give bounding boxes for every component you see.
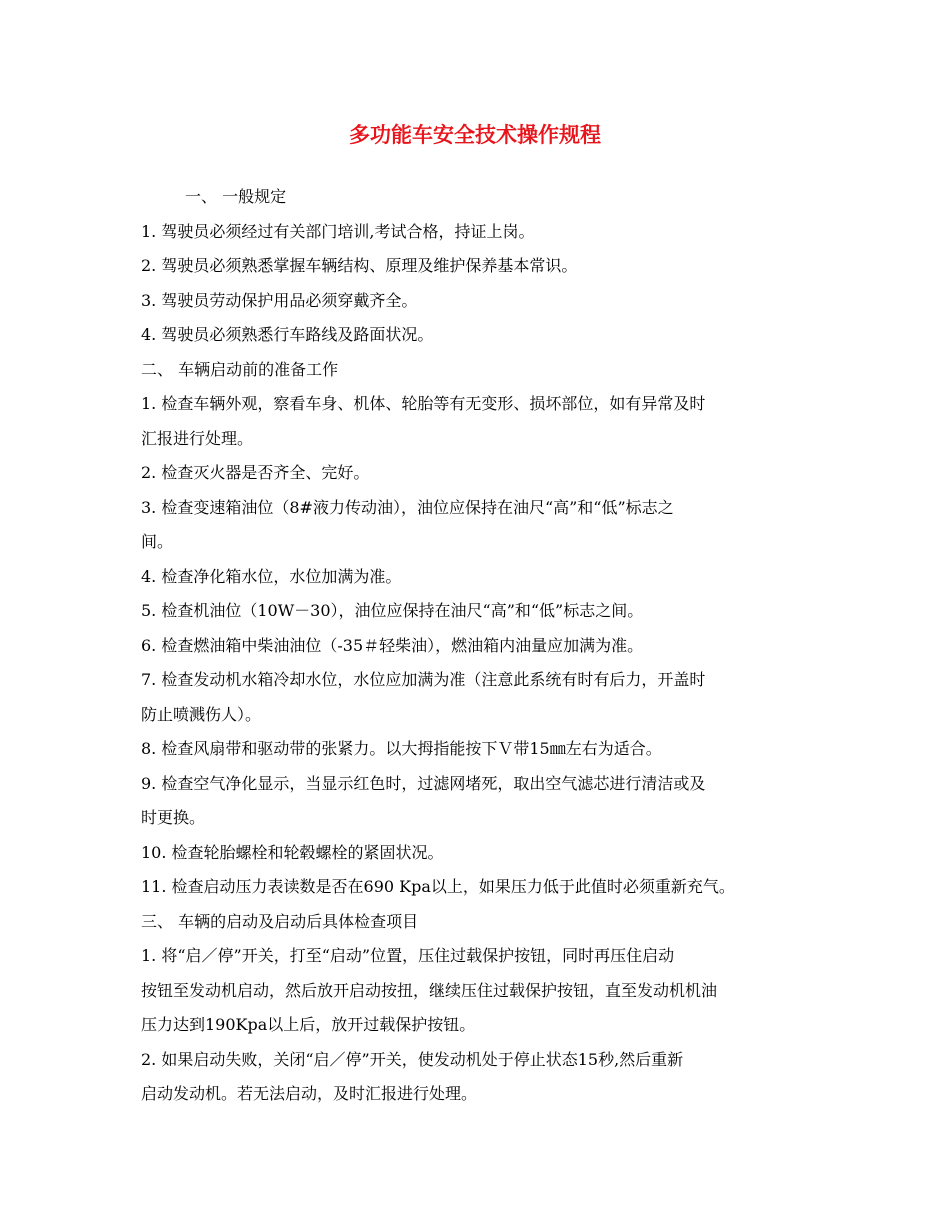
text-line: 启动发动机。若无法启动，及时汇报进行处理。 bbox=[141, 1084, 478, 1103]
text-line: 9. 检查空气净化显示，当显示红色时，过滤网堵死，取出空气滤芯进行清洁或及 bbox=[141, 773, 706, 793]
text-line: 2. 如果启动失败，关闭“启／停”开关，使发动机处于停止状态15秒,然后重新 bbox=[141, 1049, 684, 1069]
text-line: 2. 驾驶员必须熟悉掌握车辆结构、原理及维护保养基本常识。 bbox=[141, 256, 578, 275]
text-line: 间。 bbox=[141, 532, 174, 551]
document-body bbox=[141, 180, 821, 1112]
document-title: 多功能车安全技术操作规程 bbox=[349, 123, 601, 147]
section-heading-startup: 三、 车辆的启动及启动后具体检查项目 bbox=[141, 911, 419, 931]
text-line: 时更换。 bbox=[141, 808, 206, 827]
section-heading-preparation: 二、 车辆启动前的准备工作 bbox=[141, 359, 339, 379]
text-line: 4. 驾驶员必须熟悉行车路线及路面状况。 bbox=[141, 325, 434, 344]
text-line: 7. 检查发动机水箱冷却水位，水位应加满为准（注意此系统有时有后力，开盖时 bbox=[141, 670, 706, 689]
text-line: 3. 检查变速箱油位（8#液力传动油），油位应保持在油尺“高”和“低”标志之 bbox=[141, 497, 674, 517]
text-line: 2. 检查灭火器是否齐全、完好。 bbox=[141, 463, 370, 482]
text-line: 3. 驾驶员劳动保护用品必须穿戴齐全。 bbox=[141, 290, 418, 310]
section-heading-general: 一、 一般规定 bbox=[185, 187, 287, 206]
text-line: 11. 检查启动压力表读数是否在690 Kpa以上，如果压力低于此值时必须重新充气。 bbox=[141, 877, 735, 896]
text-line: 按钮至发动机启动，然后放开启动按扭，继续压住过载保护按钮，直至发动机机油 bbox=[141, 980, 718, 1000]
text-line: 1. 驾驶员必须经过有关部门培训,考试合格，持证上岗。 bbox=[141, 221, 535, 241]
text-line: 1. 将“启／停”开关，打至“启动”位置，压住过载保护按钮，同时再压住启动 bbox=[141, 946, 675, 965]
text-line: 防止喷溅伤人）。 bbox=[141, 704, 262, 724]
text-line: 1. 检查车辆外观，察看车身、机体、轮胎等有无变形、损坏部位，如有异常及时 bbox=[141, 394, 706, 413]
text-line: 4. 检查净化箱水位，水位加满为准。 bbox=[141, 566, 402, 586]
text-line: 6. 检查燃油箱中柴油油位（-35＃轻柴油），燃油箱内油量应加满为准。 bbox=[141, 635, 644, 655]
text-line: 8. 检查风扇带和驱动带的张紧力。以大拇指能按下Ｖ带15㎜左右为适合。 bbox=[141, 739, 662, 758]
text-line: 压力达到190Kpa以上后，放开过载保护按钮。 bbox=[141, 1015, 476, 1034]
text-line: 10. 检查轮胎螺栓和轮毂螺栓的紧固状况。 bbox=[141, 842, 444, 862]
text-line: 汇报进行处理。 bbox=[141, 428, 254, 448]
text-line: 5. 检查机油位（10W－30），油位应保持在油尺“高”和“低”标志之间。 bbox=[141, 601, 644, 620]
